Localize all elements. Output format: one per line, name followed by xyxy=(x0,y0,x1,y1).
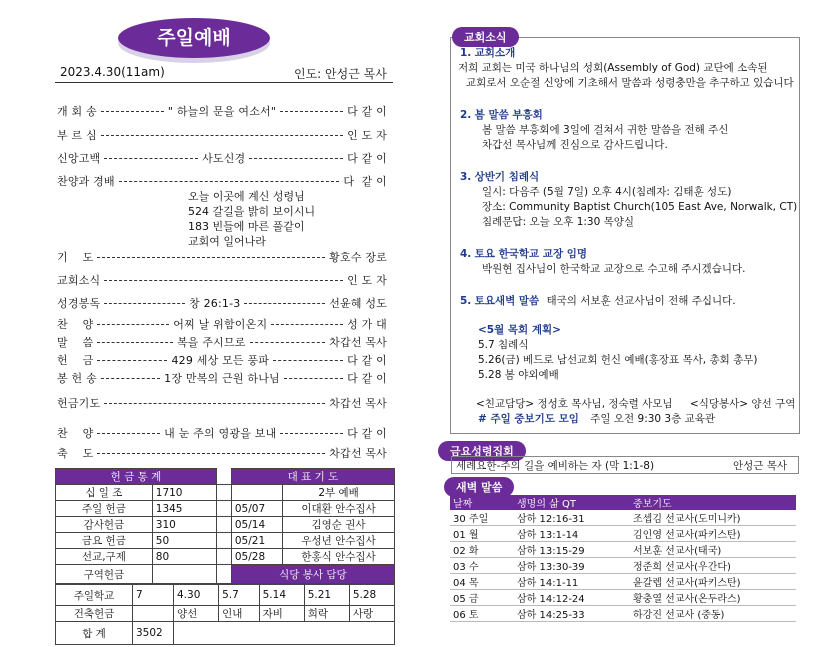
order-dash xyxy=(104,303,185,304)
dawn-header: 생명의 삶 QT xyxy=(514,495,630,510)
hymn-line: 183 빈들에 마른 풀같이 xyxy=(188,220,305,233)
news-title: 토요새벽 말씀 xyxy=(474,295,540,307)
order-label: 찬양과 경배 xyxy=(57,175,115,188)
offering-label: 합 계 xyxy=(56,622,133,645)
prayer-name: 김영순 권사 xyxy=(283,517,395,533)
dawn-prayer: 윤갈렙 선교사(파키스탄) xyxy=(630,574,796,590)
table-row xyxy=(450,574,796,590)
order-person: 선윤혜 성도 xyxy=(329,297,388,310)
dawn-table xyxy=(450,495,796,622)
service-leader: 인도: 안성근 목사 xyxy=(294,67,387,81)
dawn-qt: 삼하 13:1-14 xyxy=(514,526,630,542)
dawn-day: 06 토 xyxy=(450,606,514,622)
meal-group: 자비 xyxy=(259,606,304,622)
meal-date: 5.7 xyxy=(219,585,260,606)
news-item-1 xyxy=(460,46,797,91)
news-line: 교회로서 오순절 신앙에 기초해서 말씀과 성령충만을 추구하고 있습니다 xyxy=(466,77,794,89)
order-dash xyxy=(104,403,325,404)
dawn-qt: 삼하 12:16-31 xyxy=(514,510,630,526)
offering-value xyxy=(152,565,216,584)
order-dash xyxy=(250,342,326,343)
dawn-panel xyxy=(450,495,796,622)
order-row xyxy=(57,445,387,461)
news-tag: 교회소식 xyxy=(452,27,519,47)
offering-label: 주일학교 xyxy=(56,585,133,606)
offering-value: 3502 xyxy=(133,622,174,645)
order-row xyxy=(57,103,387,119)
order-item: 창 26:1-3 xyxy=(189,297,241,310)
order-dash xyxy=(101,111,164,112)
order-dash xyxy=(101,378,160,379)
order-person: 다 같 이 xyxy=(347,354,388,367)
dawn-prayer: 정준희 선교사(우간다) xyxy=(630,558,796,574)
order-row xyxy=(57,334,387,350)
order-dash xyxy=(271,324,343,325)
order-dash xyxy=(104,158,198,159)
offering-label: 십 일 조 xyxy=(56,485,153,501)
news-line: 저희 교회는 미국 하나님의 성회(Assembly of God) 교단에 소속된 xyxy=(458,62,768,74)
hymn-line: 오늘 이곳에 계신 성령님 xyxy=(188,190,305,203)
prayer-name: 이대환 안수집사 xyxy=(283,501,395,517)
prayer-meeting-time: 주일 오전 9:30 3층 교육관 xyxy=(590,413,716,425)
order-item: 복을 주시므로 xyxy=(176,336,246,349)
prayer-date: 05/28 xyxy=(231,549,282,565)
header-rule xyxy=(55,82,393,83)
meal-group: 희락 xyxy=(304,606,349,622)
may-plan xyxy=(460,323,797,383)
may-plan-title: <5월 목회 계획> xyxy=(478,324,561,336)
dawn-prayer: 하강진 선교사 (중동) xyxy=(630,606,796,622)
dawn-qt: 삼하 14:1-11 xyxy=(514,574,630,590)
dawn-day: 04 목 xyxy=(450,574,514,590)
order-label: 찬 양 xyxy=(57,427,94,440)
order-row xyxy=(57,425,387,441)
meal-date: 5.21 xyxy=(304,585,349,606)
prayer-name: 우성년 안수집사 xyxy=(283,533,395,549)
order-item: 어찌 날 위함이온지 xyxy=(173,318,268,331)
dawn-day: 03 수 xyxy=(450,558,514,574)
news-line: 침례문답: 오늘 오후 1:30 목양실 xyxy=(482,216,635,228)
prayer-date: 05/14 xyxy=(231,517,282,533)
news-num: 5. xyxy=(460,295,472,307)
dawn-prayer: 김인영 선교사(파키스탄) xyxy=(630,526,796,542)
table-row xyxy=(450,526,796,542)
dawn-prayer: 황충열 선교사(온두라스) xyxy=(630,590,796,606)
may-line: 5.7 침례식 xyxy=(478,339,529,351)
order-person: 황호수 장로 xyxy=(329,251,387,264)
order-label: 봉 헌 송 xyxy=(57,372,97,385)
order-person: 다 같 이 xyxy=(347,105,387,118)
meal-header: 식당 봉사 담당 xyxy=(231,565,394,584)
friday-text: 세례요한-주의 길을 예비하는 자 (막 1:1-8) xyxy=(456,460,655,472)
news-line: 봄 말씀 부흥회에 3일에 걸쳐서 귀한 말씀을 전해 주신 xyxy=(482,124,729,136)
order-item: 내 눈 주의 영광을 보내 xyxy=(164,427,277,440)
order-item: " 하늘의 문을 여소서" xyxy=(167,105,277,118)
meal-table xyxy=(55,584,395,645)
meal-group: 사랑 xyxy=(349,606,394,622)
order-label: 기 도 xyxy=(57,251,94,264)
may-line: 5.26(금) 베드로 남선교회 헌신 예배(홍장표 목사, 총회 총무) xyxy=(478,354,758,366)
order-dash xyxy=(104,280,343,281)
dawn-prayer: 조셉김 선교사(도미니카) xyxy=(630,510,796,526)
dawn-day: 05 금 xyxy=(450,590,514,606)
hymn-line: 524 갈길을 밝히 보이시니 xyxy=(188,205,316,218)
order-row xyxy=(57,395,387,411)
prayer-meeting-title: # 주일 중보기도 모임 xyxy=(478,413,579,425)
order-row xyxy=(57,127,387,143)
news-title: 토요 한국학교 교장 임명 xyxy=(474,248,588,260)
news-line: 장소: Community Baptist Church(105 East Ave, Norwalk, CT) xyxy=(482,201,798,213)
order-label: 교회소식 xyxy=(57,274,101,287)
offering-value: 310 xyxy=(152,517,216,533)
order-row xyxy=(57,249,387,265)
table-row xyxy=(450,510,796,526)
order-person: 다 같 이 xyxy=(347,427,387,440)
dawn-day: 30 주일 xyxy=(450,510,514,526)
news-list xyxy=(460,46,797,427)
news-num: 1. xyxy=(460,47,472,59)
dawn-header: 중보기도 xyxy=(630,495,796,510)
offering-label: 금요 헌금 xyxy=(56,533,153,549)
news-inline: 태국의 서보훈 선교사님이 전해 주십니다. xyxy=(546,295,736,307)
table-row xyxy=(450,558,796,574)
order-row xyxy=(57,295,387,311)
order-dash xyxy=(97,257,325,258)
dawn-prayer: 서보훈 선교사(태국) xyxy=(630,542,796,558)
prayer-date: 05/07 xyxy=(231,501,282,517)
order-dash xyxy=(249,158,343,159)
order-row xyxy=(57,316,387,332)
news-item-3 xyxy=(460,170,797,230)
meal-date: 5.28 xyxy=(349,585,394,606)
stats-panel xyxy=(55,468,395,645)
news-num: 4. xyxy=(460,248,472,260)
news-num: 3. xyxy=(460,171,472,183)
offering-label: 구역헌금 xyxy=(56,565,153,584)
meal-date: 4.30 xyxy=(174,585,219,606)
order-person: 다 같 이 xyxy=(347,152,387,165)
order-person: 차갑선 목사 xyxy=(329,447,387,460)
order-dash xyxy=(97,360,167,361)
news-item-5 xyxy=(460,294,797,309)
order-item: 1장 만복의 근원 하나님 xyxy=(164,372,280,385)
table-row xyxy=(450,542,796,558)
table-row xyxy=(450,590,796,606)
order-label: 성경봉독 xyxy=(57,297,101,310)
order-person: 인 도 자 xyxy=(347,274,387,287)
order-dash xyxy=(284,378,343,379)
order-row xyxy=(57,272,387,288)
order-dash xyxy=(97,433,160,434)
friday-tag: 금요성령집회 xyxy=(438,441,526,461)
order-person: 다 같 이 xyxy=(343,175,387,188)
order-label: 헌금기도 xyxy=(57,397,101,410)
meal-group: 양선 xyxy=(174,606,219,622)
dawn-qt: 삼하 13:30-39 xyxy=(514,558,630,574)
order-label: 축 도 xyxy=(57,447,94,460)
meal-group: 인내 xyxy=(219,606,260,622)
order-dash xyxy=(97,453,325,454)
offering-value: 80 xyxy=(152,549,216,565)
order-person: 인 도 자 xyxy=(347,129,387,142)
order-dash xyxy=(119,181,340,182)
dawn-qt: 삼하 13:15-29 xyxy=(514,542,630,558)
order-dash xyxy=(97,342,173,343)
order-label: 신앙고백 xyxy=(57,152,101,165)
friday-speaker: 안성근 목사 xyxy=(733,460,788,472)
order-label: 부 르 심 xyxy=(57,129,97,142)
order-dash xyxy=(244,303,325,304)
news-item-4 xyxy=(460,247,797,277)
news-num: 2. xyxy=(460,109,472,121)
news-title: 봄 말씀 부흥회 xyxy=(474,109,543,121)
stats-table xyxy=(55,468,395,584)
may-line: 5.28 봄 야외예배 xyxy=(478,369,559,381)
order-row xyxy=(57,352,387,368)
fellowship-duty: <친교담당> 정성호 목사님, 정숙렬 사모님 xyxy=(476,398,673,410)
prayer-meeting xyxy=(460,412,797,427)
offering-value xyxy=(133,606,174,622)
offering-value: 1345 xyxy=(152,501,216,517)
news-line: 차갑선 목사님께 진심으로 감사드립니다. xyxy=(482,139,668,151)
dawn-tag: 새벽 말씀 xyxy=(444,477,514,497)
news-title: 교회소개 xyxy=(474,47,516,59)
offering-value: 1710 xyxy=(152,485,216,501)
offering-label: 건축헌금 xyxy=(56,606,133,622)
order-row xyxy=(57,150,387,166)
table-row xyxy=(450,606,796,622)
order-dash xyxy=(280,433,343,434)
order-person: 차갑선 목사 xyxy=(329,336,387,349)
offering-value: 50 xyxy=(152,533,216,549)
prayer-name: 한홍식 안수집사 xyxy=(283,549,395,565)
dawn-qt: 삼하 14:25-33 xyxy=(514,606,630,622)
order-person: 차갑선 목사 xyxy=(329,397,387,410)
hymn-line: 교회여 일어나라 xyxy=(188,235,266,248)
kitchen-duty: <식당봉사> 양선 구역 xyxy=(689,398,796,410)
dawn-day: 01 월 xyxy=(450,526,514,542)
news-title: 상반기 침례식 xyxy=(474,171,540,183)
news-line: 박원현 집사님이 한국학교 교장으로 수고해 주시겠습니다. xyxy=(482,263,746,275)
order-person: 다 같 이 xyxy=(347,372,388,385)
prayer-date: 05/21 xyxy=(231,533,282,549)
page-title: 주일예배 xyxy=(118,18,270,58)
news-item-2 xyxy=(460,108,797,153)
dawn-day: 02 화 xyxy=(450,542,514,558)
offering-label: 감사헌금 xyxy=(56,517,153,533)
order-label: 개 회 송 xyxy=(57,105,97,118)
offering-label: 선교,구제 xyxy=(56,549,153,565)
order-item: 사도신경 xyxy=(202,152,246,165)
order-dash xyxy=(280,111,343,112)
offering-header: 헌 금 통 계 xyxy=(56,469,217,485)
meal-date: 5.14 xyxy=(259,585,304,606)
offering-label: 주일 헌금 xyxy=(56,501,153,517)
prayer-header: 대 표 기 도 xyxy=(231,469,394,485)
order-row xyxy=(57,173,387,189)
order-label: 찬 양 xyxy=(57,318,94,331)
dawn-header: 날짜 xyxy=(450,495,514,510)
news-line: 일시: 다음주 (5월 7일) 오후 4시(침례자: 김태훈 성도) xyxy=(482,186,732,198)
order-item: 429 세상 모든 풍파 xyxy=(171,354,270,367)
dawn-qt: 삼하 14:12-24 xyxy=(514,590,630,606)
offering-value: 7 xyxy=(133,585,174,606)
order-dash xyxy=(273,360,343,361)
hymn-list xyxy=(188,189,315,249)
duty-line xyxy=(460,397,797,412)
order-dash xyxy=(97,324,169,325)
order-dash xyxy=(101,135,343,136)
order-person: 성 가 대 xyxy=(347,318,387,331)
order-label: 말 씀 xyxy=(57,336,94,349)
order-row xyxy=(57,370,387,386)
service-date: 2023.4.30(11am) xyxy=(60,65,165,79)
order-label: 헌 금 xyxy=(57,354,94,367)
prayer-name: 2부 예배 xyxy=(283,485,395,501)
